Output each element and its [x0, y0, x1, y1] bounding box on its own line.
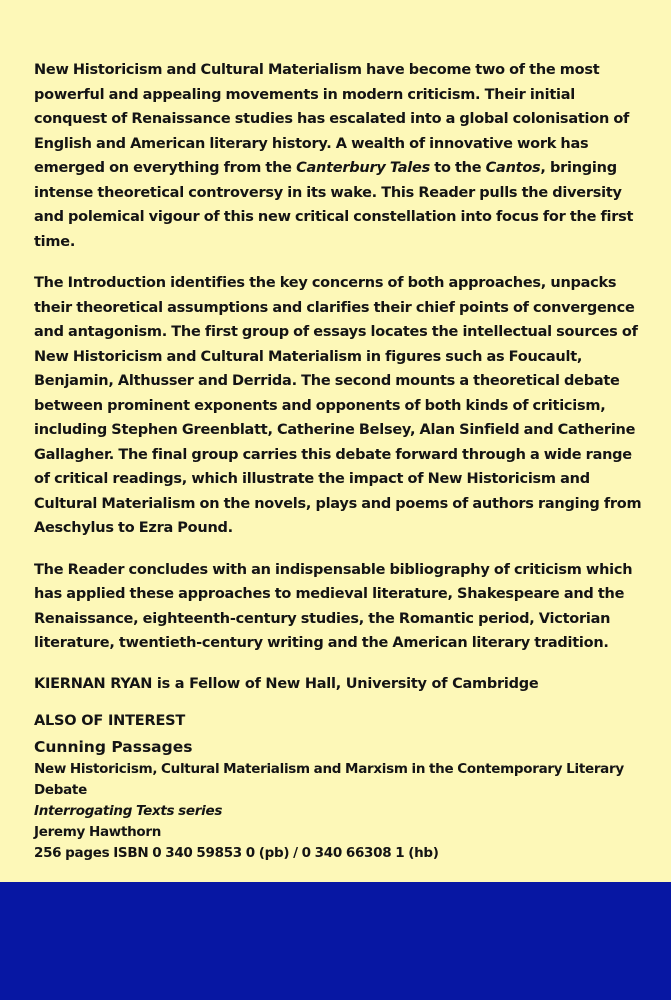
- related-book-details: 256 pages ISBN 0 340 59853 0 (pb) / 0 340 66308 1 (hb): [34, 844, 439, 861]
- related-book-subtitle: New Historicism, Cultural Materialism and Marxism in the Contemporary Literary Debate: [34, 760, 624, 798]
- blurb-p1-italic-cantos: Cantos: [485, 160, 541, 176]
- author-note: KIERNAN RYAN is a Fellow of New Hall, University of Cambridge: [34, 675, 539, 692]
- back-cover-text: [34, 58, 644, 931]
- blurb-p1-text-b: to the: [430, 160, 486, 176]
- related-book-title: Cunning Passages: [34, 737, 193, 756]
- blurb-p1-text-c: , bringing intense theoretical controversy in its wake. This Reader pulls the diversity and polemical vigour of this new critical constellation into focus for the first time.: [34, 160, 634, 250]
- related-book-author: Jeremy Hawthorn: [34, 823, 162, 840]
- blurb-paragraph-3: The Reader concludes with an indispensable bibliography of criticism which has applied these approaches to medieval literature, Shakespeare and the Renaissance, eighteenth-century studies, the Romantic period, Victorian literature, twentieth-century writing and the American literary tradition.: [34, 561, 633, 651]
- blurb-paragraph-2: The Introduction identifies the key concerns of both approaches, unpacks their theoretical assumptions and clarifies their chief points of convergence and antagonism. The first group of essays locates the intellectual sources of New Historicism and Cultural Materialism in figures such as Foucault, Benjamin, Althusser and Derrida. The second mounts a theoretical debate between prominent exponents and opponents of both kinds of criticism, including Stephen Greenblatt, Catherine Belsey, Alan Sinfield and Catherine Gallagher. The final group carries this debate forward through a wide range of critical readings, which illustrate the impact of New Historicism and Cultural Materialism on the novels, plays and poems of authors ranging from Aeschylus to Ezra Pound.: [34, 275, 642, 536]
- also-of-interest-heading: ALSO OF INTEREST: [34, 712, 186, 729]
- also-of-interest-section: [34, 710, 644, 864]
- blurb-p1-italic-canterbury: Canterbury Tales: [296, 160, 430, 176]
- related-book-series: Interrogating Texts series: [34, 802, 223, 819]
- blue-bottom-band: [0, 882, 671, 1000]
- blurb-paragraph-1: [34, 58, 644, 254]
- blurb-p1-text-a: New Historicism and Cultural Materialism have become two of the most powerful and appealing movements in modern criticism. Their initial conquest of Renaissance studies has escalated into a global colonisation of English and American literary history. A wealth of innovative work has emerged on everything from the: [34, 62, 630, 176]
